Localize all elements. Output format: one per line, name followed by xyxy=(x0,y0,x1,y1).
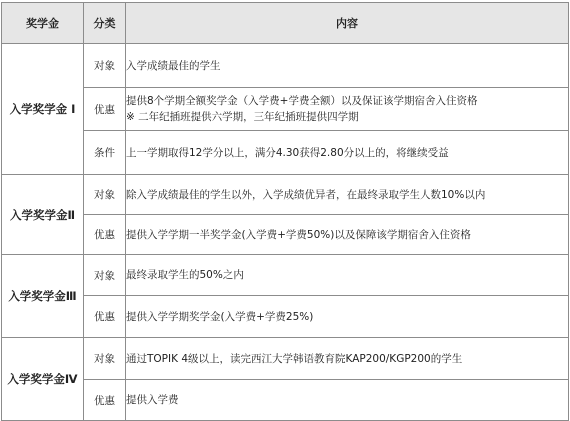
header-category: 分类 xyxy=(84,3,126,44)
header-row xyxy=(2,3,569,44)
scholarship-name: 入学奖学金Ⅳ xyxy=(2,338,84,421)
scholarship-name: 入学奖学金Ⅲ xyxy=(2,255,84,338)
content-cell: 最终录取学生的50%之内 xyxy=(126,255,569,296)
table-row xyxy=(2,255,569,296)
content-note: ※ 二年纪插班提供六学期，三年纪插班提供四学期 xyxy=(126,111,359,123)
category-cell: 优惠 xyxy=(84,380,126,421)
content-cell xyxy=(126,88,569,131)
scholarship-name: 入学奖学金Ⅱ xyxy=(2,175,84,255)
category-cell: 优惠 xyxy=(84,296,126,338)
scholarship-name: 入学奖学金 Ⅰ xyxy=(2,44,84,175)
category-cell: 条件 xyxy=(84,131,126,175)
category-cell: 对象 xyxy=(84,175,126,215)
category-cell: 优惠 xyxy=(84,215,126,255)
header-content: 内容 xyxy=(126,3,569,44)
content-cell: 提供入学学期奖学金(入学费+学费25%) xyxy=(126,296,569,338)
table-row xyxy=(2,338,569,380)
table-row xyxy=(2,296,569,338)
table-row xyxy=(2,44,569,88)
content-cell: 提供入学费 xyxy=(126,380,569,421)
category-cell: 对象 xyxy=(84,338,126,380)
content-cell: 通过TOPIK 4级以上，读完西江大学韩语教育院KAP200/KGP200的学生 xyxy=(126,338,569,380)
content-cell: 除入学成绩最佳的学生以外，入学成绩优异者，在最终录取学生人数10%以内 xyxy=(126,175,569,215)
table-row xyxy=(2,380,569,421)
table-row xyxy=(2,131,569,175)
scholarship-table xyxy=(1,2,569,421)
category-cell: 优惠 xyxy=(84,88,126,131)
header-scholarship: 奖学金 xyxy=(2,3,84,44)
content-cell: 提供入学学期一半奖学金(入学费+学费50%)以及保障该学期宿舍入住资格 xyxy=(126,215,569,255)
table-row xyxy=(2,215,569,255)
content-cell: 入学成绩最佳的学生 xyxy=(126,44,569,88)
table-row xyxy=(2,88,569,131)
table-row xyxy=(2,175,569,215)
content-text: 提供8个学期全额奖学金（入学费+学费全额）以及保证该学期宿舍入住资格 xyxy=(126,95,478,107)
content-cell: 上一学期取得12学分以上，满分4.30获得2.80分以上的，将继续受益 xyxy=(126,131,569,175)
category-cell: 对象 xyxy=(84,44,126,88)
category-cell: 对象 xyxy=(84,255,126,296)
